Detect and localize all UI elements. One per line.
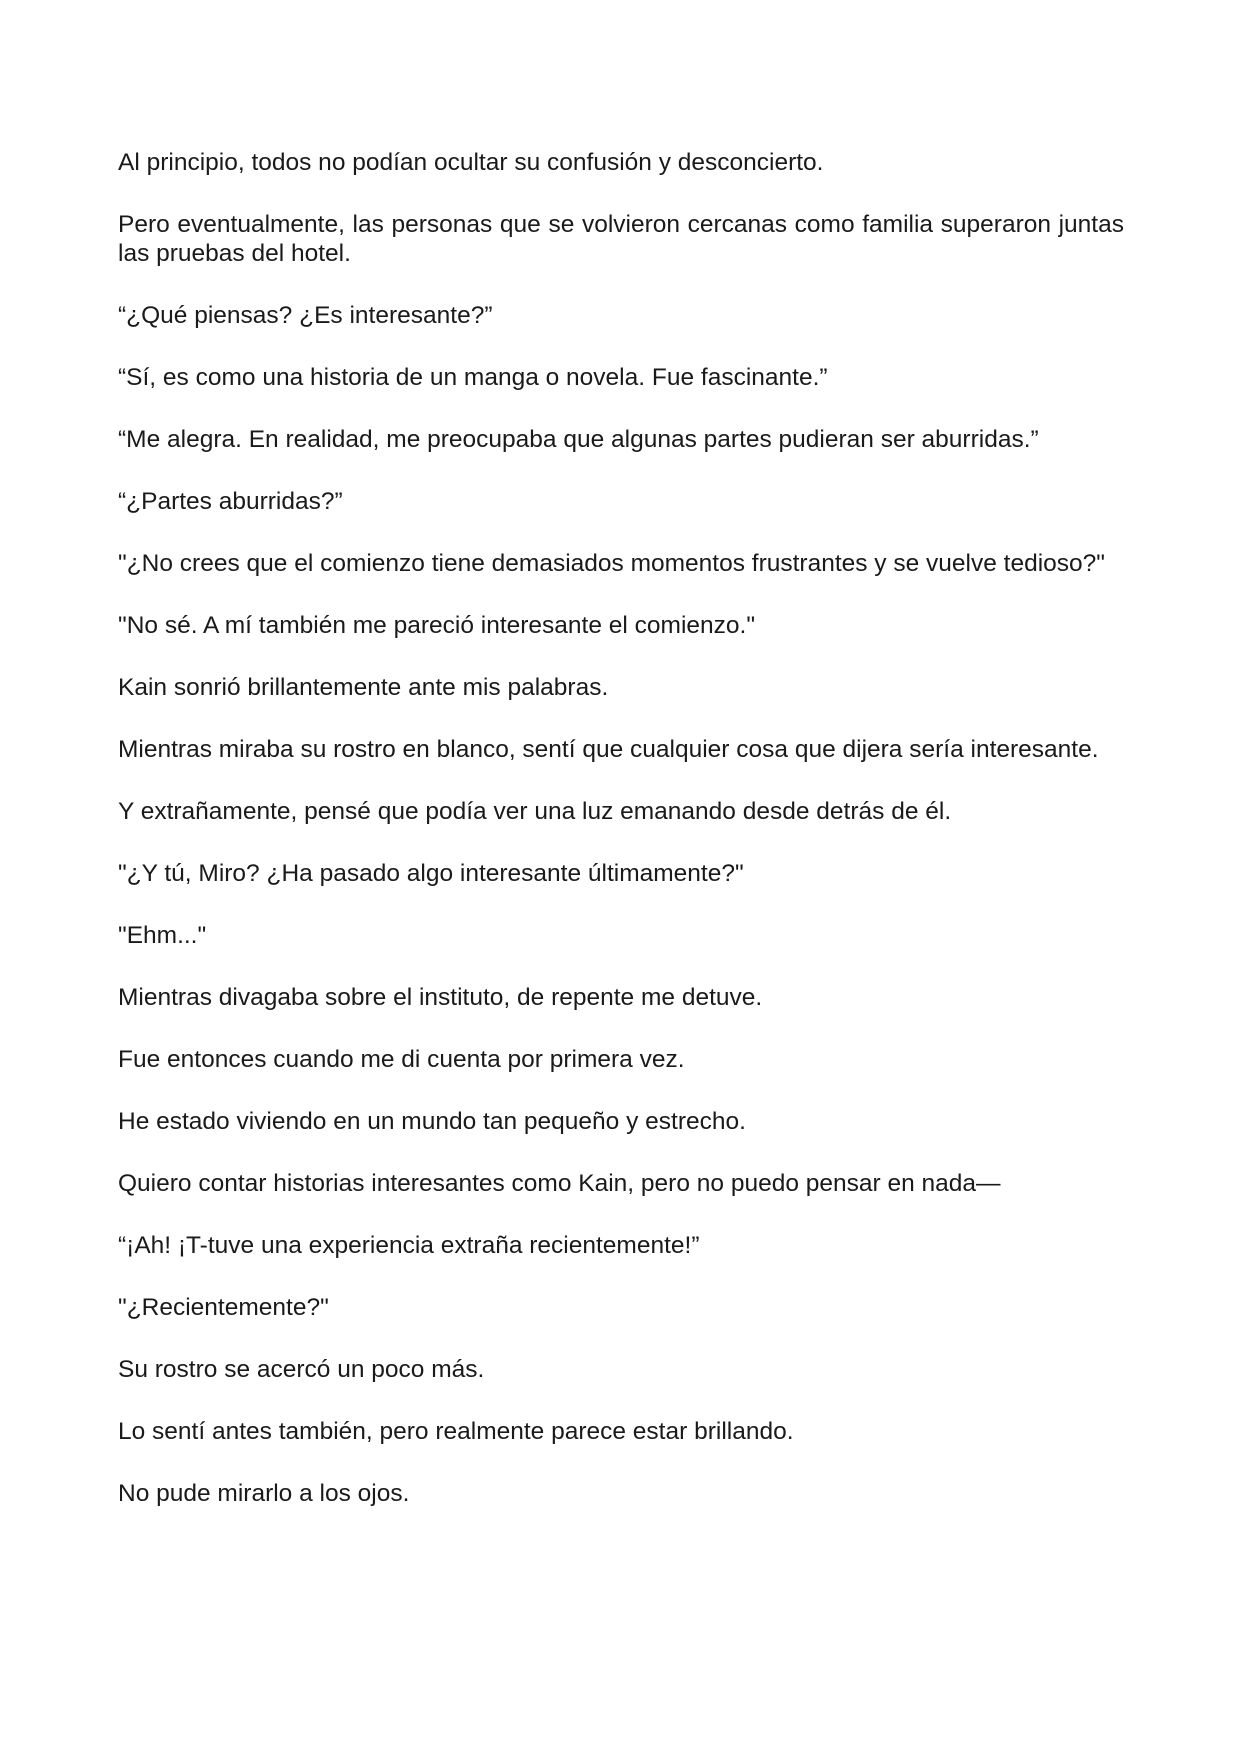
paragraph-9: Kain sonrió brillantemente ante mis palabras.: [118, 674, 609, 701]
paragraph-6: “¿Partes aburridas?”: [118, 488, 343, 515]
paragraph-16: He estado viviendo en un mundo tan pequeño y estrecho.: [118, 1108, 746, 1135]
paragraph-2: Pero eventualmente, las personas que se volvieron cercanas como familia superaron juntas las pruebas del hotel.: [118, 211, 1124, 267]
paragraph-8: "No sé. A mí también me pareció interesante el comienzo.": [118, 612, 756, 639]
paragraph-14: Mientras divagaba sobre el instituto, de repente me detuve.: [118, 984, 763, 1011]
paragraph-20: Su rostro se acercó un poco más.: [118, 1356, 485, 1383]
paragraph-1: Al principio, todos no podían ocultar su confusión y desconcierto.: [118, 149, 824, 176]
paragraph-11: Y extrañamente, pensé que podía ver una luz emanando desde detrás de él.: [118, 798, 952, 825]
paragraph-15: Fue entonces cuando me di cuenta por primera vez.: [118, 1046, 685, 1073]
paragraph-17: Quiero contar historias interesantes como Kain, pero no puedo pensar en nada—: [118, 1170, 1001, 1197]
paragraph-12: "¿Y tú, Miro? ¿Ha pasado algo interesante últimamente?": [118, 860, 744, 887]
paragraph-5: “Me alegra. En realidad, me preocupaba que algunas partes pudieran ser aburridas.”: [118, 426, 1039, 453]
paragraph-19: "¿Recientemente?": [118, 1294, 329, 1321]
paragraph-13: "Ehm...": [118, 922, 207, 949]
paragraph-10: Mientras miraba su rostro en blanco, sentí que cualquier cosa que dijera sería interesante.: [118, 736, 1099, 763]
paragraph-3: “¿Qué piensas? ¿Es interesante?”: [118, 302, 493, 329]
paragraph-7: "¿No crees que el comienzo tiene demasiados momentos frustrantes y se vuelve tedioso?": [118, 550, 1105, 577]
paragraph-4: “Sí, es como una historia de un manga o novela. Fue fascinante.”: [118, 364, 828, 391]
paragraph-21: Lo sentí antes también, pero realmente parece estar brillando.: [118, 1418, 794, 1445]
paragraph-18: “¡Ah! ¡T-tuve una experiencia extraña recientemente!”: [118, 1232, 700, 1259]
paragraph-22: No pude mirarlo a los ojos.: [118, 1480, 410, 1507]
